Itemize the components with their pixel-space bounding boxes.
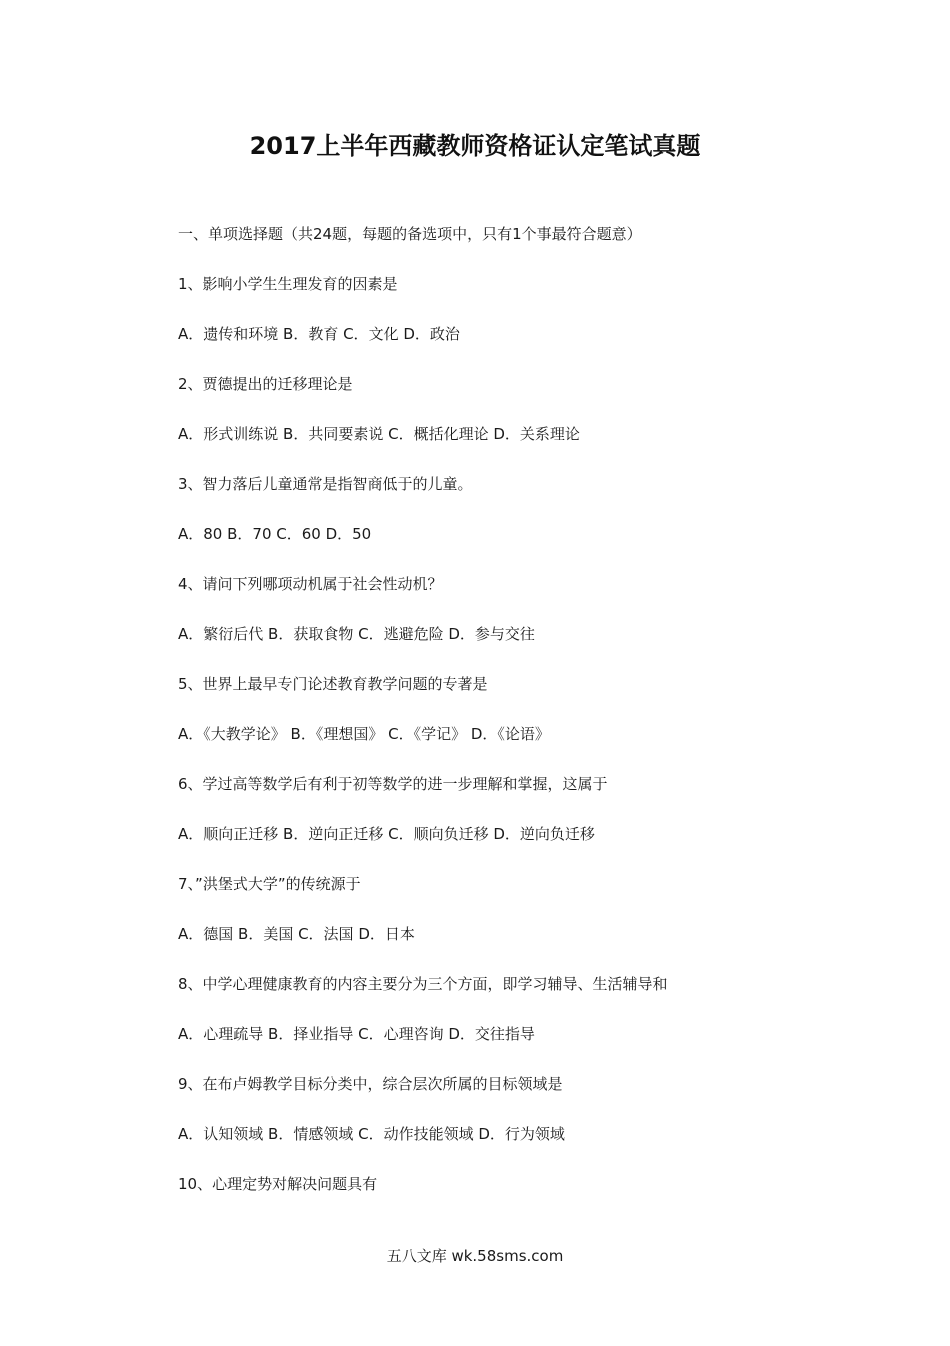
page-footer: 五八文库 wk.58sms.com: [386, 1247, 564, 1265]
question-1: 1、影响小学生生理发育的因素是: [178, 275, 398, 293]
question-8-options: A．心理疏导 B．择业指导 C．心理咨询 D．交往指导: [178, 1025, 535, 1043]
question-5-options: A．《大教学论》 B．《理想国》 C．《学记》 D．《论语》: [178, 725, 550, 743]
question-2: 2、贾德提出的迁移理论是: [178, 375, 353, 393]
question-9: 9、在布卢姆教学目标分类中，综合层次所属的目标领域是: [178, 1075, 563, 1093]
question-6: 6、学过高等数学后有利于初等数学的进一步理解和掌握，这属于: [178, 775, 608, 793]
question-4-options: A．繁衍后代 B．获取食物 C．逃避危险 D．参与交往: [178, 625, 535, 643]
page-title: 2017上半年西藏教师资格证认定笔试真题: [249, 132, 701, 160]
question-3-options: A．80 B．70 C．60 D．50: [178, 525, 372, 543]
question-1-options: A．遗传和环境 B．教育 C．文化 D．政治: [178, 325, 460, 343]
section-heading: 一、单项选择题（共24题，每题的备选项中，只有1个事最符合题意）: [178, 225, 642, 243]
question-4: 4、请问下列哪项动机属于社会性动机？: [178, 575, 443, 593]
question-5: 5、世界上最早专门论述教育教学问题的专著是: [178, 675, 488, 693]
question-8: 8、中学心理健康教育的内容主要分为三个方面，即学习辅导、生活辅导和: [178, 975, 668, 993]
question-2-options: A．形式训练说 B．共同要素说 C．概括化理论 D．关系理论: [178, 425, 580, 443]
question-3: 3、智力落后儿童通常是指智商低于的儿童。: [178, 475, 473, 493]
question-9-options: A．认知领域 B．情感领域 C．动作技能领域 D．行为领域: [178, 1125, 565, 1143]
document-body: [178, 220, 858, 1220]
question-6-options: A．顺向正迁移 B．逆向正迁移 C．顺向负迁移 D．逆向负迁移: [178, 825, 595, 843]
question-10: 10、心理定势对解决问题具有: [178, 1175, 378, 1193]
question-7-options: A．德国 B．美国 C．法国 D．日本: [178, 925, 415, 943]
question-7: 7、”洪堡式大学”的传统源于: [178, 875, 361, 893]
